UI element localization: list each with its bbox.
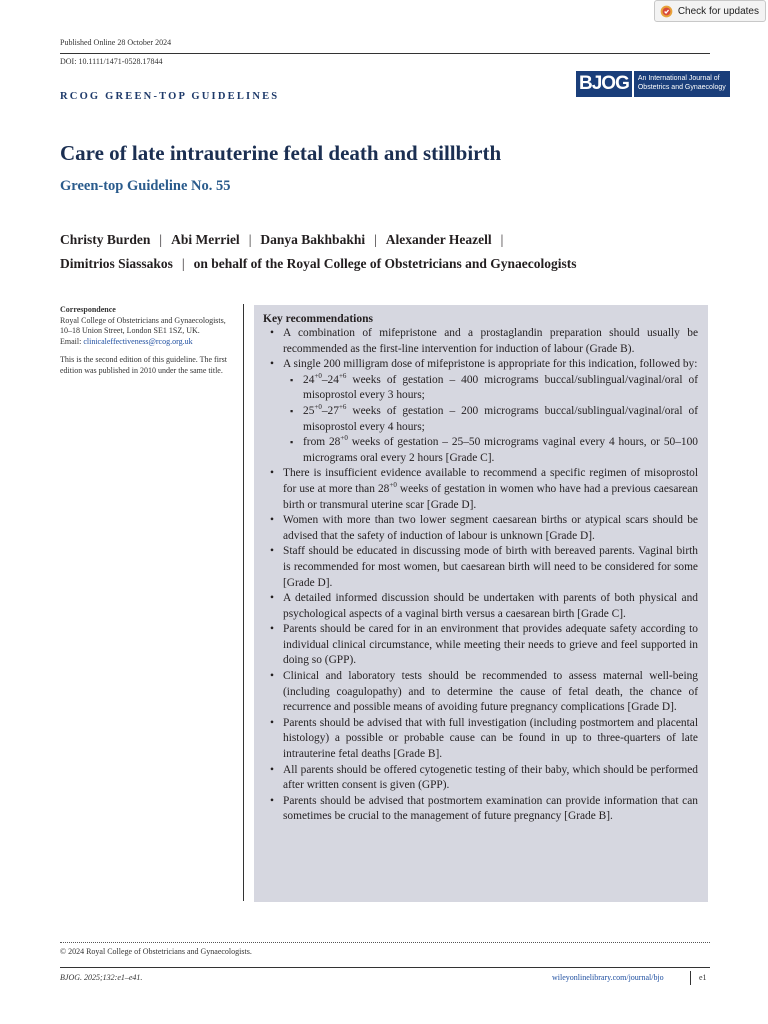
author-list — [60, 228, 576, 275]
logo-line-1: An International Journal of — [637, 75, 720, 82]
gestation-end: –27 — [321, 404, 339, 417]
recommendation-item: • Parents should be cared for in an environment that provides adequate safety according to individual clinical circumstance, while meeting their needs to grieve and feel supported in doing so (GPP). — [283, 622, 698, 669]
footer-dotted-rule — [60, 942, 710, 943]
gestation-start: 25 — [303, 404, 315, 417]
recommendation-item: • A combination of mifepristone and a prostaglandin preparation should usually be recommended as the first-line intervention for induction of labour (Grade B). — [283, 326, 698, 357]
recommendation-item: • Women with more than two lower segment caesarean births or atypical scars should be advised that the safety of induction of labour is unknown [Grade D]. — [283, 513, 698, 544]
copyright: © 2024 Royal College of Obstetricians and Gynaecologists. — [60, 947, 252, 956]
journal-logo — [576, 71, 730, 97]
article-title: Care of late intrauterine fetal death and stillbirth — [60, 141, 502, 165]
dosing-text: weeks of gestation – 400 micrograms buccal/sublingual/vaginal/oral of misoprostol every 3 hours; — [303, 373, 698, 402]
published-date: Published Online 28 October 2024 — [60, 38, 172, 47]
gestation-end: –24 — [321, 373, 339, 386]
email-label: Email: — [60, 336, 84, 346]
doi[interactable]: DOI: 10.1111/1471-0528.17844 — [60, 57, 163, 66]
recommendation-item — [283, 466, 698, 513]
author-separator: | — [181, 255, 185, 271]
gestation-days: +6 — [338, 403, 347, 412]
correspondence-heading: Correspondence — [60, 305, 116, 314]
dosing-item — [303, 404, 698, 435]
author-name[interactable]: Dimitrios Siassakos — [60, 255, 173, 271]
check-updates-icon — [660, 5, 673, 18]
gestation-days: +6 — [338, 371, 347, 380]
author-separator: | — [159, 232, 163, 247]
recommendation-text: There is insufficient evidence available to recommend a specific regimen of misoprostol for use at more than 28 — [283, 467, 698, 495]
author-group: on behalf of the Royal College of Obstetricians and Gynaecologists — [193, 255, 577, 271]
logo-subtitle — [634, 71, 730, 97]
recommendation-item: • Parents should be advised that with full investigation (including postmortem and placental histology) a possible or probable cause can be found in up to three-quarters of late intrauterine fetal deaths [Grade B]. — [283, 716, 698, 763]
header-rule — [60, 53, 710, 54]
recommendation-item: • Parents should be advised that postmortem examination can provide information that can sometimes be crucial to the management of future pregnancy [Grade B]. — [283, 794, 698, 825]
dosing-item — [303, 373, 698, 404]
dosing-item — [303, 435, 698, 466]
email-link[interactable]: clinicaleffectiveness@rcog.org.uk — [83, 336, 193, 346]
author-separator: | — [374, 232, 377, 247]
page-number: e1 — [699, 973, 707, 982]
series-label: RCOG GREEN-TOP GUIDELINES — [60, 91, 280, 102]
gestation-start: 24 — [303, 373, 315, 386]
key-recommendations-heading: Key recommendations — [263, 313, 373, 325]
author-name[interactable]: Christy Burden — [60, 232, 151, 247]
citation: BJOG. 2025;132:e1–e41. — [60, 973, 143, 982]
author-name[interactable]: Danya Bakhbakhi — [260, 232, 366, 247]
recommendation-text: weeks of gestation in women who have had a previous caesarean birth or transmural uterine scar [Grade D]. — [283, 482, 698, 511]
logo-mark: BJOG — [576, 71, 632, 97]
journal-url-link[interactable]: wileyonlinelibrary.com/journal/bjo — [552, 973, 664, 982]
recommendation-item: • Staff should be educated in discussing mode of birth with bereaved parents. Vaginal birth is recommended for most women, but caesarean birth will need to be considered for some [Grade D]. — [283, 544, 698, 591]
correspondence-email-line — [60, 337, 235, 348]
dosing-sublist — [283, 373, 698, 467]
author-name[interactable]: Abi Merriel — [171, 232, 240, 247]
author-separator: | — [500, 232, 504, 247]
column-divider — [243, 304, 244, 901]
page-divider — [690, 971, 691, 985]
gestation-days: +0 — [389, 481, 397, 490]
recommendation-item — [283, 357, 698, 466]
correspondence-address: Royal College of Obstetricians and Gynaecologists, 10–18 Union Street, London SE1 1SZ, UK. — [60, 315, 226, 336]
dosing-text: weeks of gestation – 25–50 micrograms vaginal every 4 hours, or 50–100 micrograms oral every 2 hours [Grade C]. — [303, 436, 698, 464]
footer-rule — [60, 967, 710, 968]
edition-note: This is the second edition of this guideline. The first edition was published in 2010 under the same title. — [60, 355, 227, 375]
recommendation-item: • Clinical and laboratory tests should be recommended to assess maternal well-being (including coagulopathy) and to determine the cause of fetal death, the chance of recurrence and possible means of avoiding future pregnancy complications [Grade D]. — [283, 669, 698, 716]
check-updates-label: Check for updates — [677, 5, 759, 17]
gestation-start: from 28 — [303, 436, 341, 449]
article-subtitle: Green-top Guideline No. 55 — [60, 178, 231, 194]
check-for-updates-button[interactable] — [654, 0, 766, 22]
gestation-days: +0 — [314, 371, 322, 380]
correspondence — [60, 305, 235, 377]
author-name[interactable]: Alexander Heazell — [385, 232, 492, 247]
logo-line-2: Obstetrics and Gynaecology — [637, 83, 726, 91]
dosing-text: weeks of gestation – 200 micrograms buccal/sublingual/vaginal/oral of misoprostol every 4 hours; — [303, 404, 698, 433]
author-separator: | — [248, 232, 252, 247]
recommendation-item: • All parents should be offered cytogenetic testing of their baby, which should be performed after written consent is given (GPP). — [283, 763, 698, 794]
recommendation-item: • A detailed informed discussion should be undertaken with parents of both physical and psychological aspects of a vaginal birth versus a caesarean birth [Grade C]. — [283, 591, 698, 622]
recommendation-list — [263, 326, 698, 825]
gestation-days: +0 — [340, 434, 348, 443]
gestation-days: +0 — [314, 403, 322, 412]
recommendation-text: A single 200 milligram dose of mifepristone is appropriate for this indication, followed by: — [283, 358, 698, 371]
key-recommendations-box — [254, 305, 708, 902]
